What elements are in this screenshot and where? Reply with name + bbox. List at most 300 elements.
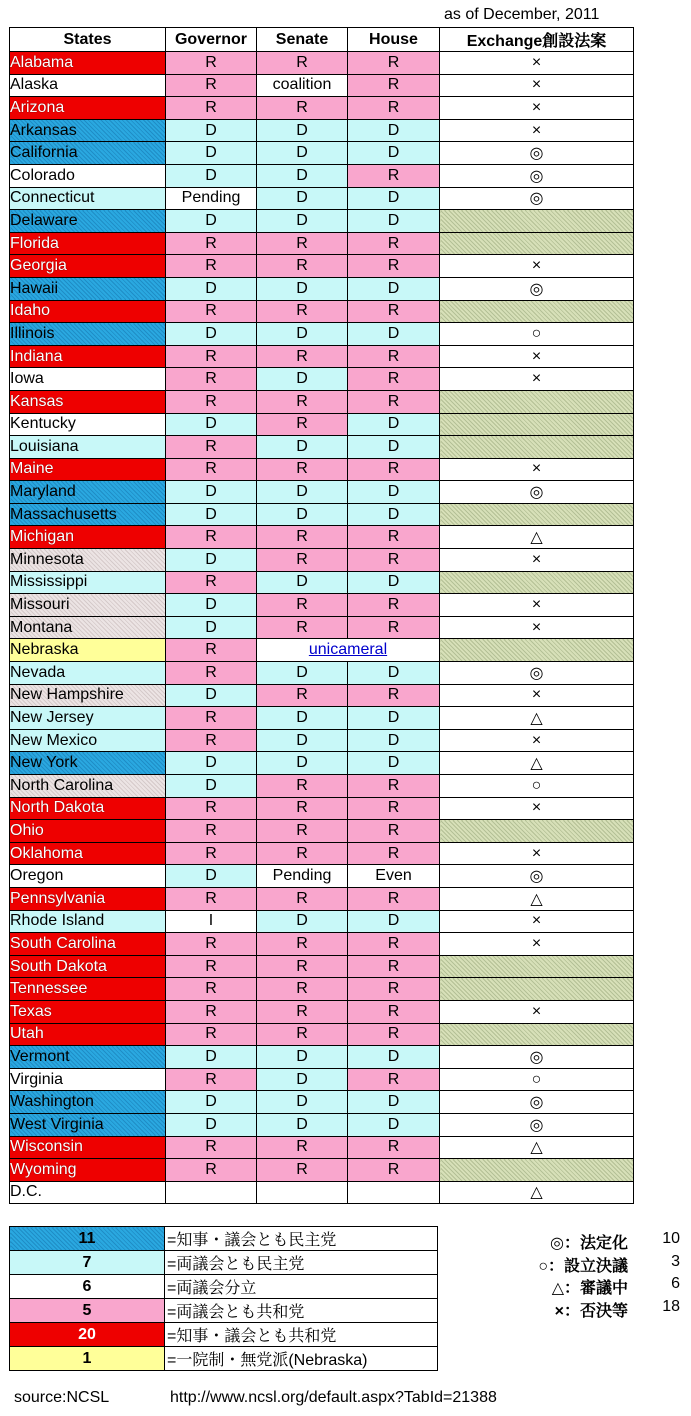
state-name: Virginia: [10, 1068, 166, 1091]
table-row: [10, 458, 634, 481]
exchange-status: ◎: [440, 662, 634, 685]
symbol-legend: [500, 1230, 680, 1320]
header-states: States: [10, 28, 166, 52]
house-cell: D: [348, 210, 440, 233]
table-row: [10, 729, 634, 752]
source-url[interactable]: http://www.ncsl.org/default.aspx?TabId=21388: [170, 1389, 497, 1406]
table-row: [10, 797, 634, 820]
exchange-status: [440, 436, 634, 459]
legend-count: 11: [10, 1227, 165, 1251]
governor-cell: R: [166, 97, 257, 120]
exchange-status: ×: [440, 594, 634, 617]
senate-cell: R: [257, 616, 348, 639]
house-cell: D: [348, 707, 440, 730]
state-name: Pennsylvania: [10, 887, 166, 910]
table-row: [10, 413, 634, 436]
governor-cell: D: [166, 594, 257, 617]
governor-cell: R: [166, 1159, 257, 1182]
table-row: [10, 97, 634, 120]
state-name: Nevada: [10, 662, 166, 685]
exchange-status: ×: [440, 910, 634, 933]
governor-cell: Pending: [166, 187, 257, 210]
table-row: [10, 775, 634, 798]
senate-cell: D: [257, 1046, 348, 1069]
house-cell: D: [348, 662, 440, 685]
senate-cell: D: [257, 729, 348, 752]
governor-cell: [166, 1181, 257, 1204]
house-cell: R: [348, 345, 440, 368]
state-name: South Carolina: [10, 933, 166, 956]
house-cell: R: [348, 842, 440, 865]
senate-cell: R: [257, 549, 348, 572]
state-name: New Jersey: [10, 707, 166, 730]
house-cell: R: [348, 458, 440, 481]
table-row: [10, 707, 634, 730]
governor-cell: R: [166, 436, 257, 459]
house-cell: R: [348, 300, 440, 323]
state-name: Utah: [10, 1023, 166, 1046]
exchange-status: ◎: [440, 164, 634, 187]
legend-label: =知事・議会とも共和党: [165, 1323, 438, 1347]
governor-cell: R: [166, 887, 257, 910]
table-row: [10, 865, 634, 888]
exchange-status: △: [440, 1136, 634, 1159]
senate-cell: R: [257, 458, 348, 481]
exchange-status: △: [440, 1181, 634, 1204]
house-cell: D: [348, 481, 440, 504]
house-cell: D: [348, 323, 440, 346]
exchange-status: ×: [440, 368, 634, 391]
house-cell: R: [348, 616, 440, 639]
governor-cell: R: [166, 390, 257, 413]
symbol-label: ○：設立決議: [538, 1257, 628, 1275]
state-name: New York: [10, 752, 166, 775]
state-name: Wisconsin: [10, 1136, 166, 1159]
house-cell: D: [348, 1046, 440, 1069]
governor-cell: R: [166, 978, 257, 1001]
exchange-status: ×: [440, 729, 634, 752]
house-cell: D: [348, 752, 440, 775]
governor-cell: R: [166, 842, 257, 865]
governor-cell: D: [166, 752, 257, 775]
house-cell: R: [348, 368, 440, 391]
senate-cell: R: [257, 232, 348, 255]
table-row: [10, 1181, 634, 1204]
state-name: Kentucky: [10, 413, 166, 436]
senate-cell: D: [257, 368, 348, 391]
color-legend: [9, 1226, 438, 1371]
governor-cell: R: [166, 1000, 257, 1023]
legend-count: 20: [10, 1323, 165, 1347]
state-name: Texas: [10, 1000, 166, 1023]
governor-cell: R: [166, 797, 257, 820]
header-exchange: Exchange創設法案: [440, 28, 634, 52]
symbol-count: 3: [671, 1252, 680, 1270]
exchange-status: ×: [440, 616, 634, 639]
table-row: [10, 842, 634, 865]
senate-cell: R: [257, 300, 348, 323]
house-cell: R: [348, 978, 440, 1001]
exchange-status: △: [440, 526, 634, 549]
state-name: Delaware: [10, 210, 166, 233]
state-name: Louisiana: [10, 436, 166, 459]
house-cell: R: [348, 820, 440, 843]
exchange-status: [440, 413, 634, 436]
symbol-label: ×：否決等: [554, 1302, 628, 1320]
governor-cell: D: [166, 549, 257, 572]
exchange-status: [440, 390, 634, 413]
senate-cell: D: [257, 210, 348, 233]
governor-cell: R: [166, 345, 257, 368]
governor-cell: R: [166, 820, 257, 843]
state-name: West Virginia: [10, 1113, 166, 1136]
exchange-status: ◎: [440, 1113, 634, 1136]
exchange-status: △: [440, 707, 634, 730]
table-row: [10, 164, 634, 187]
state-name: Michigan: [10, 526, 166, 549]
table-row: [10, 662, 634, 685]
state-name: Iowa: [10, 368, 166, 391]
governor-cell: D: [166, 119, 257, 142]
state-name: Idaho: [10, 300, 166, 323]
senate-cell: R: [257, 684, 348, 707]
table-row: [10, 549, 634, 572]
exchange-status: [440, 1023, 634, 1046]
governor-cell: R: [166, 955, 257, 978]
governor-cell: R: [166, 1068, 257, 1091]
senate-cell: D: [257, 503, 348, 526]
governor-cell: D: [166, 616, 257, 639]
governor-cell: R: [166, 458, 257, 481]
legend-count: 7: [10, 1251, 165, 1275]
state-name: Tennessee: [10, 978, 166, 1001]
exchange-status: ×: [440, 797, 634, 820]
state-name: Montana: [10, 616, 166, 639]
senate-cell: coalition: [257, 74, 348, 97]
state-name: Maine: [10, 458, 166, 481]
governor-cell: D: [166, 865, 257, 888]
state-name: Alabama: [10, 52, 166, 75]
senate-cell: D: [257, 323, 348, 346]
legend-label: =知事・議会とも民主党: [165, 1227, 438, 1251]
governor-cell: R: [166, 526, 257, 549]
senate-cell: R: [257, 97, 348, 120]
house-cell: R: [348, 1136, 440, 1159]
state-legislature-table: [9, 27, 634, 1204]
table-row: [10, 74, 634, 97]
table-row: [10, 255, 634, 278]
state-name: Indiana: [10, 345, 166, 368]
exchange-status: ◎: [440, 277, 634, 300]
state-name: Alaska: [10, 74, 166, 97]
senate-cell: R: [257, 933, 348, 956]
senate-cell: Pending: [257, 865, 348, 888]
symbol-count: 10: [662, 1230, 680, 1247]
state-name: Hawaii: [10, 277, 166, 300]
house-cell: R: [348, 164, 440, 187]
table-row: [10, 526, 634, 549]
symbol-label: △：審議中: [551, 1280, 628, 1297]
governor-cell: R: [166, 571, 257, 594]
exchange-status: ×: [440, 345, 634, 368]
exchange-status: ×: [440, 74, 634, 97]
state-name: Washington: [10, 1091, 166, 1114]
governor-cell: R: [166, 662, 257, 685]
senate-cell: D: [257, 164, 348, 187]
governor-cell: R: [166, 74, 257, 97]
house-cell: D: [348, 1091, 440, 1114]
exchange-status: ◎: [440, 142, 634, 165]
table-row: [10, 277, 634, 300]
exchange-status: ◎: [440, 481, 634, 504]
house-cell: D: [348, 1113, 440, 1136]
governor-cell: R: [166, 300, 257, 323]
exchange-status: [440, 210, 634, 233]
governor-cell: I: [166, 910, 257, 933]
senate-cell: D: [257, 1068, 348, 1091]
governor-cell: D: [166, 277, 257, 300]
table-row: [10, 571, 634, 594]
state-name: North Carolina: [10, 775, 166, 798]
governor-cell: D: [166, 503, 257, 526]
table-row: [10, 594, 634, 617]
governor-cell: R: [166, 52, 257, 75]
state-name: Maryland: [10, 481, 166, 504]
table-row: [10, 1136, 634, 1159]
symbol-count: 18: [662, 1297, 680, 1315]
house-cell: [348, 1181, 440, 1204]
exchange-status: ○: [440, 323, 634, 346]
legend-label: =両議会とも民主党: [165, 1251, 438, 1275]
table-row: [10, 300, 634, 323]
table-row: [10, 481, 634, 504]
governor-cell: R: [166, 1136, 257, 1159]
legend-row: [10, 1323, 438, 1347]
symbol-legend-row: [500, 1275, 680, 1298]
state-name: Oklahoma: [10, 842, 166, 865]
table-row: [10, 345, 634, 368]
table-row: [10, 210, 634, 233]
state-name: New Hampshire: [10, 684, 166, 707]
senate-cell: R: [257, 955, 348, 978]
house-cell: R: [348, 526, 440, 549]
house-cell: R: [348, 97, 440, 120]
state-name: Wyoming: [10, 1159, 166, 1182]
header-senate: Senate: [257, 28, 348, 52]
senate-cell: R: [257, 887, 348, 910]
state-name: Massachusetts: [10, 503, 166, 526]
table-row: [10, 119, 634, 142]
exchange-status: ×: [440, 933, 634, 956]
exchange-status: △: [440, 887, 634, 910]
table-row: [10, 232, 634, 255]
senate-cell: D: [257, 662, 348, 685]
senate-cell: R: [257, 255, 348, 278]
state-name: Illinois: [10, 323, 166, 346]
table-row: [10, 1113, 634, 1136]
house-cell: R: [348, 390, 440, 413]
senate-cell: R: [257, 413, 348, 436]
house-cell: R: [348, 1000, 440, 1023]
table-row: [10, 910, 634, 933]
house-cell: R: [348, 775, 440, 798]
senate-cell: R: [257, 594, 348, 617]
exchange-status: ×: [440, 52, 634, 75]
table-row: [10, 978, 634, 1001]
state-name: Kansas: [10, 390, 166, 413]
exchange-status: ×: [440, 549, 634, 572]
exchange-status: [440, 820, 634, 843]
table-row: [10, 436, 634, 459]
exchange-status: ◎: [440, 865, 634, 888]
senate-cell: R: [257, 775, 348, 798]
legend-count: 6: [10, 1275, 165, 1299]
legislature-cell: [257, 639, 440, 662]
exchange-status: ×: [440, 119, 634, 142]
legend-row: [10, 1227, 438, 1251]
house-cell: R: [348, 255, 440, 278]
exchange-status: [440, 955, 634, 978]
senate-cell: R: [257, 1023, 348, 1046]
symbol-legend-row: [500, 1298, 680, 1321]
senate-cell: R: [257, 526, 348, 549]
header-row: [10, 28, 634, 52]
exchange-status: [440, 503, 634, 526]
house-cell: D: [348, 119, 440, 142]
exchange-status: ×: [440, 1000, 634, 1023]
house-cell: D: [348, 277, 440, 300]
governor-cell: R: [166, 1023, 257, 1046]
senate-cell: D: [257, 752, 348, 775]
house-cell: R: [348, 887, 440, 910]
exchange-status: ◎: [440, 1091, 634, 1114]
table-body: [10, 52, 634, 1204]
governor-cell: D: [166, 775, 257, 798]
house-cell: R: [348, 1023, 440, 1046]
unicameral-link[interactable]: unicameral: [308, 641, 388, 659]
house-cell: R: [348, 232, 440, 255]
table-row: [10, 52, 634, 75]
senate-cell: R: [257, 52, 348, 75]
state-name: Oregon: [10, 865, 166, 888]
senate-cell: D: [257, 571, 348, 594]
exchange-status: △: [440, 752, 634, 775]
legend-row: [10, 1299, 438, 1323]
house-cell: D: [348, 142, 440, 165]
senate-cell: D: [257, 436, 348, 459]
governor-cell: R: [166, 368, 257, 391]
exchange-status: ◎: [440, 187, 634, 210]
governor-cell: R: [166, 232, 257, 255]
state-name: North Dakota: [10, 797, 166, 820]
governor-cell: R: [166, 707, 257, 730]
senate-cell: D: [257, 481, 348, 504]
state-name: Missouri: [10, 594, 166, 617]
house-cell: R: [348, 74, 440, 97]
table-row: [10, 1023, 634, 1046]
table-row: [10, 323, 634, 346]
governor-cell: R: [166, 255, 257, 278]
exchange-status: [440, 1159, 634, 1182]
table-row: [10, 503, 634, 526]
house-cell: R: [348, 1068, 440, 1091]
exchange-status: ○: [440, 1068, 634, 1091]
governor-cell: D: [166, 413, 257, 436]
legend-row: [10, 1275, 438, 1299]
legend-label: =両議会とも共和党: [165, 1299, 438, 1323]
table-row: [10, 1091, 634, 1114]
table-row: [10, 1159, 634, 1182]
table-row: [10, 887, 634, 910]
governor-cell: D: [166, 684, 257, 707]
senate-cell: D: [257, 142, 348, 165]
state-name: Rhode Island: [10, 910, 166, 933]
house-cell: R: [348, 1159, 440, 1182]
governor-cell: D: [166, 1046, 257, 1069]
table-row: [10, 142, 634, 165]
senate-cell: R: [257, 978, 348, 1001]
senate-cell: R: [257, 1136, 348, 1159]
house-cell: D: [348, 436, 440, 459]
source-label: source:NCSL: [14, 1389, 110, 1406]
table-row: [10, 1068, 634, 1091]
governor-cell: R: [166, 729, 257, 752]
exchange-status: [440, 232, 634, 255]
senate-cell: R: [257, 842, 348, 865]
house-cell: R: [348, 797, 440, 820]
house-cell: D: [348, 729, 440, 752]
senate-cell: R: [257, 390, 348, 413]
governor-cell: D: [166, 164, 257, 187]
governor-cell: R: [166, 933, 257, 956]
table-row: [10, 820, 634, 843]
exchange-status: ×: [440, 255, 634, 278]
legend-label: =一院制・無党派(Nebraska): [165, 1347, 438, 1371]
governor-cell: D: [166, 142, 257, 165]
governor-cell: R: [166, 639, 257, 662]
house-cell: R: [348, 684, 440, 707]
senate-cell: D: [257, 119, 348, 142]
senate-cell: R: [257, 797, 348, 820]
legend-count: 5: [10, 1299, 165, 1323]
state-name: Ohio: [10, 820, 166, 843]
table-row: [10, 955, 634, 978]
house-cell: R: [348, 52, 440, 75]
state-name: Mississippi: [10, 571, 166, 594]
house-cell: R: [348, 549, 440, 572]
legend-count: 1: [10, 1347, 165, 1371]
table-row: [10, 368, 634, 391]
state-name: Connecticut: [10, 187, 166, 210]
state-name: Vermont: [10, 1046, 166, 1069]
symbol-count: 6: [671, 1275, 680, 1292]
legend-row: [10, 1347, 438, 1371]
table-row: [10, 684, 634, 707]
state-name: South Dakota: [10, 955, 166, 978]
senate-cell: D: [257, 1113, 348, 1136]
house-cell: R: [348, 594, 440, 617]
table-row: [10, 187, 634, 210]
house-cell: D: [348, 413, 440, 436]
governor-cell: D: [166, 323, 257, 346]
senate-cell: R: [257, 820, 348, 843]
senate-cell: R: [257, 1159, 348, 1182]
state-name: Arkansas: [10, 119, 166, 142]
exchange-status: ×: [440, 684, 634, 707]
house-cell: R: [348, 955, 440, 978]
governor-cell: D: [166, 1113, 257, 1136]
senate-cell: D: [257, 707, 348, 730]
